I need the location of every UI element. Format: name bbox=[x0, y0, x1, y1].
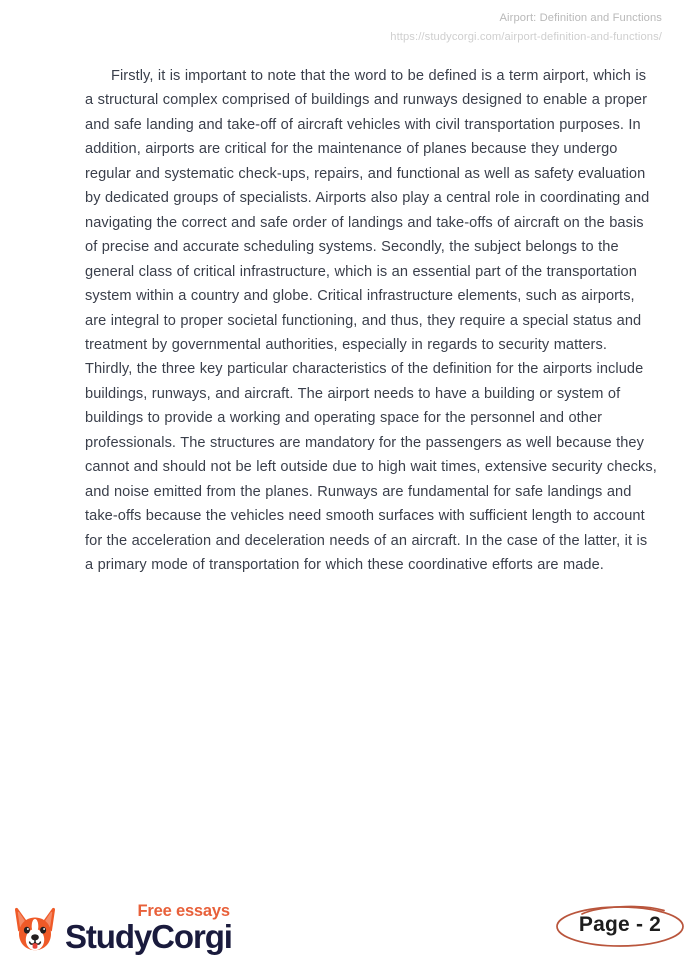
page-number-label: Page - 2 bbox=[578, 912, 662, 936]
brand-tagline: Free essays bbox=[137, 902, 230, 921]
brand-text-block bbox=[65, 902, 232, 955]
corgi-head-icon bbox=[14, 906, 56, 951]
studycorgi-logo[interactable] bbox=[14, 902, 232, 955]
page-number-badge bbox=[552, 900, 688, 950]
body-paragraph: Firstly, it is important to note that the word to be defined is a term airport, which is a structural complex comprised of buildings and runways designed to enable a proper and safe landing and take-off of aircraft vehicles with civil transportation purposes. In addition, airports are critical for the maintenance of planes because they undergo regular and systematic check-ups, repairs, and functional as well as safety evaluation by dedicated groups of specialists. Airports also play a central role in coordinating and navigating the correct and safe order of landings and take-offs of aircraft on the basis of precise and accurate scheduling systems. Secondly, the subject belongs to the general class of critical infrastructure, which is an essential part of the transportation system within a country and globe. Critical infrastructure elements, such as airports, are integral to proper societal functioning, and thus, they require a special status and treatment by governmental authorities, especially in regards to security matters. Thirdly, the three key particular characteristics of the definition for the airports include buildings, runways, and aircraft. The airport needs to have a building or system of buildings to provide a working and operating space for the personnel and other professionals. The structures are mandatory for the passengers as well because they cannot and should not be left outside due to high wait times, extensive security checks, and noise emitted from the planes. Runways are fundamental for safe landings and take-offs because the vehicles need smooth surfaces with sufficient length to account for the acceleration and deceleration needs of an aircraft. In the case of the latter, it is a primary mode of transportation for which these coordinative efforts are made. bbox=[85, 68, 657, 574]
header-source-url: https://studycorgi.com/airport-definition-and-functions/ bbox=[390, 31, 662, 43]
header-document-title: Airport: Definition and Functions bbox=[499, 12, 662, 24]
document-body bbox=[85, 64, 658, 578]
page-footer bbox=[0, 868, 698, 964]
brand-name: StudyCorgi bbox=[65, 917, 232, 955]
page-running-header bbox=[0, 0, 698, 44]
